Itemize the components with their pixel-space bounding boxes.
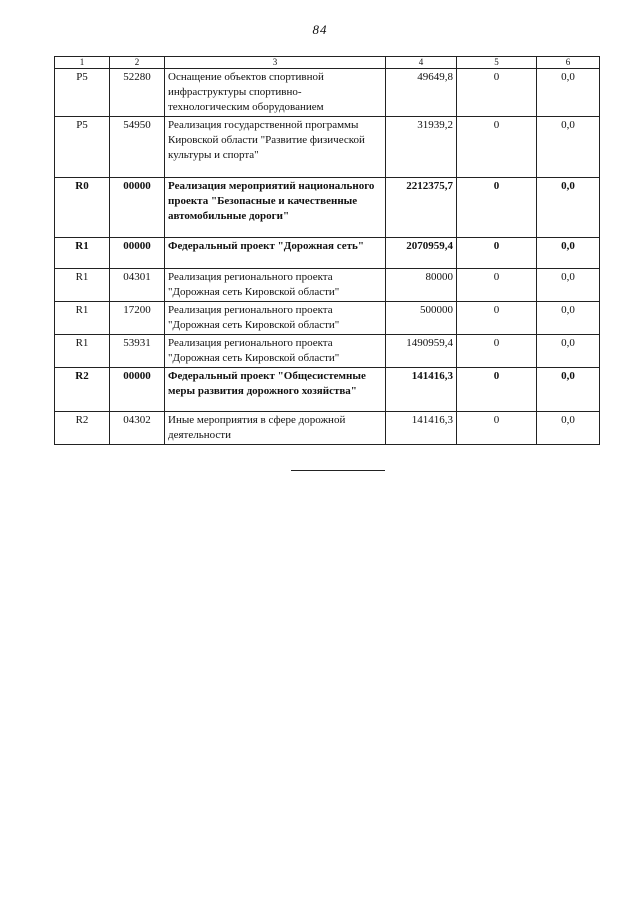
cell-column-5: 0	[457, 269, 537, 302]
cell-amount: 2070959,4	[386, 238, 457, 269]
cell-column-5: 0	[457, 238, 537, 269]
cell-description: Федеральный проект "Дорожная сеть"	[165, 238, 386, 269]
table-row	[55, 368, 600, 412]
cell-column-6: 0,0	[537, 335, 600, 368]
cell-direction-code: 04301	[110, 269, 165, 302]
table-row	[55, 238, 600, 269]
table-row	[55, 412, 600, 445]
cell-description: Реализация регионального проекта "Дорожная сеть Кировской области"	[165, 269, 386, 302]
cell-section-code: R1	[55, 302, 110, 335]
cell-description: Реализация мероприятий национального проекта "Безопасные и качественные автомобильные дороги"	[165, 178, 386, 238]
cell-direction-code: 54950	[110, 117, 165, 178]
cell-column-5: 0	[457, 117, 537, 178]
table-row	[55, 117, 600, 178]
column-header-4: 4	[386, 57, 457, 69]
cell-amount: 500000	[386, 302, 457, 335]
cell-section-code: R1	[55, 335, 110, 368]
cell-column-6: 0,0	[537, 412, 600, 445]
cell-direction-code: 00000	[110, 178, 165, 238]
cell-column-6: 0,0	[537, 178, 600, 238]
cell-description: Оснащение объектов спортивной инфраструктуры спортивно-технологическим оборудованием	[165, 69, 386, 117]
cell-section-code: R2	[55, 412, 110, 445]
cell-section-code: R2	[55, 368, 110, 412]
table-row	[55, 269, 600, 302]
cell-column-6: 0,0	[537, 368, 600, 412]
table-header-row	[55, 57, 600, 69]
cell-direction-code: 00000	[110, 238, 165, 269]
end-divider-line	[291, 470, 385, 471]
cell-column-5: 0	[457, 69, 537, 117]
budget-table	[54, 56, 600, 445]
cell-direction-code: 00000	[110, 368, 165, 412]
cell-column-5: 0	[457, 178, 537, 238]
cell-section-code: R1	[55, 269, 110, 302]
table-row	[55, 178, 600, 238]
cell-direction-code: 53931	[110, 335, 165, 368]
cell-column-5: 0	[457, 302, 537, 335]
table-row	[55, 335, 600, 368]
cell-amount: 141416,3	[386, 368, 457, 412]
cell-section-code: P5	[55, 117, 110, 178]
cell-amount: 49649,8	[386, 69, 457, 117]
cell-direction-code: 17200	[110, 302, 165, 335]
page-number: 84	[312, 22, 328, 37]
cell-description: Иные мероприятия в сфере дорожной деятельности	[165, 412, 386, 445]
cell-description: Реализация регионального проекта "Дорожная сеть Кировской области"	[165, 335, 386, 368]
cell-amount: 2212375,7	[386, 178, 457, 238]
cell-section-code: R1	[55, 238, 110, 269]
cell-amount: 80000	[386, 269, 457, 302]
table-row	[55, 302, 600, 335]
column-header-3: 3	[165, 57, 386, 69]
cell-direction-code: 52280	[110, 69, 165, 117]
cell-description: Федеральный проект "Общесистемные меры развития дорожного хозяйства"	[165, 368, 386, 412]
column-header-5: 5	[457, 57, 537, 69]
cell-description: Реализация регионального проекта "Дорожная сеть Кировской области"	[165, 302, 386, 335]
column-header-1: 1	[55, 57, 110, 69]
cell-column-6: 0,0	[537, 117, 600, 178]
cell-section-code: R0	[55, 178, 110, 238]
cell-amount: 31939,2	[386, 117, 457, 178]
cell-column-6: 0,0	[537, 69, 600, 117]
cell-column-5: 0	[457, 368, 537, 412]
cell-description: Реализация государственной программы Кировской области "Развитие физической культуры и спорта"	[165, 117, 386, 178]
column-header-6: 6	[537, 57, 600, 69]
cell-direction-code: 04302	[110, 412, 165, 445]
cell-amount: 141416,3	[386, 412, 457, 445]
cell-column-6: 0,0	[537, 269, 600, 302]
cell-column-5: 0	[457, 412, 537, 445]
cell-amount: 1490959,4	[386, 335, 457, 368]
cell-section-code: P5	[55, 69, 110, 117]
cell-column-5: 0	[457, 335, 537, 368]
cell-column-6: 0,0	[537, 302, 600, 335]
column-header-2: 2	[110, 57, 165, 69]
table-row	[55, 69, 600, 117]
cell-column-6: 0,0	[537, 238, 600, 269]
table-body	[55, 69, 600, 445]
